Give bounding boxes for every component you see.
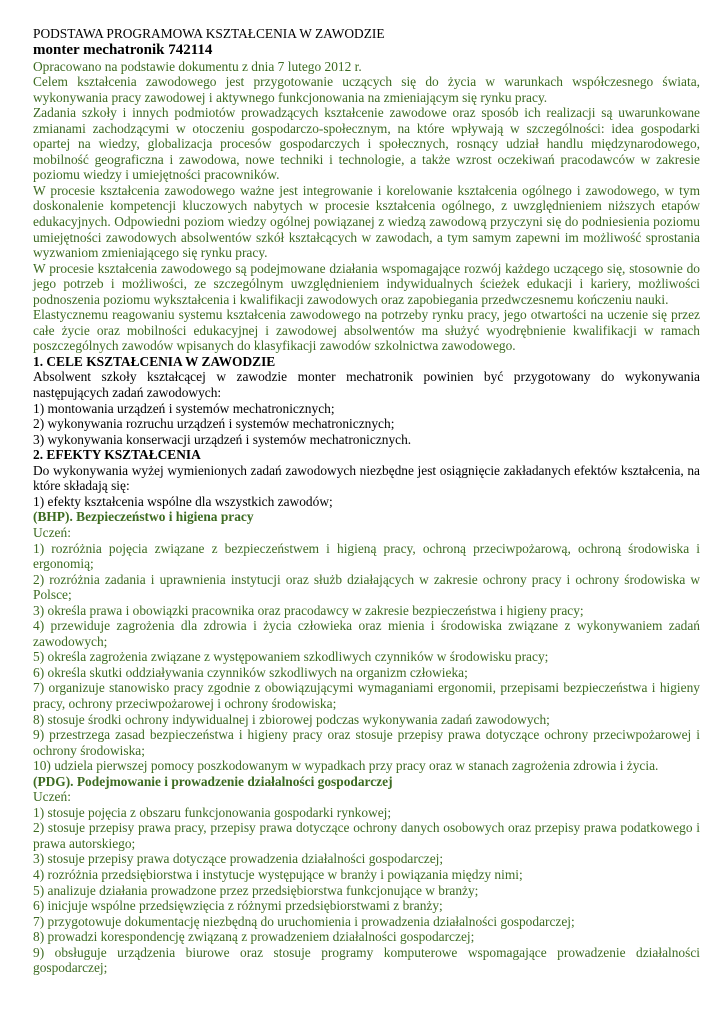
pdg-heading: (PDG). Podejmowanie i prowadzenie działalności gospodarczej bbox=[33, 773, 393, 789]
pdg-item: 3) stosuje przepisy prawa dotyczące prowadzenia działalności gospodarczej; bbox=[33, 851, 444, 867]
goals-item: 2) wykonywania rozruchu urządzeń i systemów mechatronicznych; bbox=[33, 416, 395, 432]
profession-name: monter mechatronik 742114 bbox=[33, 41, 213, 58]
bhp-item: 7) organizuje stanowisko pracy zgodnie z obowiązującymi wymaganiami ergonomii, przepisami bezpieczeństwa i higieny pracy, ochrony przeciwpożarowej i ochrony środowiska; bbox=[33, 680, 700, 711]
bhp-item: 6) określa skutki oddziaływania czynników szkodliwych na organizm człowieka; bbox=[33, 664, 468, 680]
pdg-item: 7) przygotowuje dokumentację niezbędną do uruchomienia i prowadzenia działalności gospodarczej; bbox=[33, 913, 575, 929]
section-heading-outcomes: 2. EFEKTY KSZTAŁCENIA bbox=[33, 447, 201, 463]
bhp-item: 2) rozróżnia zadania i uprawnienia instytucji oraz służb działających w zakresie ochrony pracy i ochrony środowiska w Polsce; bbox=[33, 571, 700, 603]
bhp-item: 1) rozróżnia pojęcia związane z bezpieczeństwem i higieną pracy, ochroną przeciwpożarową, ochroną środowiska i ergonomią; bbox=[33, 540, 700, 572]
outcomes-sub-item: 1) efekty kształcenia wspólne dla wszystkich zawodów; bbox=[33, 493, 333, 509]
bhp-item: 4) przewiduje zagrożenia dla zdrowia i życia człowieka oraz mienia i środowiska związane z wykonywaniem zadań zawodowych; bbox=[33, 618, 700, 649]
goals-item: 1) montowania urządzeń i systemów mechatronicznych; bbox=[33, 400, 335, 416]
document-basis: Opracowano na podstawie dokumentu z dnia 7 lutego 2012 r. bbox=[33, 58, 362, 74]
intro-paragraph: W procesie kształcenia zawodowego są podejmowane działania wspomagające rozwój każdego uczącego się, stosownie do jego potrzeb i możliwości, ze szczególnym uwzględnieniem indywidualnych ścieżek edukacji i kariery, możliwości podnoszenia poziomu wykształcenia i kwalifikacji zawodowych oraz zapobiegania przedwczesnemu kończeniu nauki. bbox=[33, 260, 700, 307]
bhp-item: 3) określa prawa i obowiązki pracownika oraz pracodawcy w zakresie bezpieczeństwa i higieny pracy; bbox=[33, 602, 584, 618]
bhp-heading: (BHP). Bezpieczeństwo i higiena pracy bbox=[33, 509, 254, 525]
pdg-lead: Uczeń: bbox=[33, 789, 71, 805]
pdg-item: 6) inicjuje wspólne przedsięwzięcia z różnymi przedsiębiorstwami z branży; bbox=[33, 898, 443, 914]
bhp-item: 10) udziela pierwszej pomocy poszkodowanym w wypadkach przy pracy oraz w stanach zagrożenia zdrowia i życia. bbox=[33, 758, 659, 774]
intro-paragraph: Elastycznemu reagowaniu systemu kształcenia zawodowego na potrzeby rynku pracy, jego otwartości na uczenie się przez całe życie oraz mobilności edukacyjnej i zawodowej absolwentów ma służyć wyodrębnienie kwalifikacji w ramach poszczególnych zawodów wpisanych do klasyfikacji zawodów szkolnictwa zawodowego. bbox=[33, 307, 700, 354]
pdg-item: 9) obsługuje urządzenia biurowe oraz stosuje programy komputerowe wspomagające prowadzenie działalności gospodarczej; bbox=[33, 944, 700, 976]
pdg-item: 2) stosuje przepisy prawa pracy, przepisy prawa dotyczące ochrony danych osobowych oraz przepisy prawa podatkowego i prawa autorskiego; bbox=[33, 820, 700, 851]
goals-intro: Absolwent szkoły kształcącej w zawodzie monter mechatronik powinien być przygotowany do wykonywania następujących zadań zawodowych: bbox=[33, 369, 700, 401]
document-title: PODSTAWA PROGRAMOWA KSZTAŁCENIA W ZAWODZIE bbox=[33, 26, 385, 41]
pdg-item: 5) analizuje działania prowadzone przez przedsiębiorstwa funkcjonujące w branży; bbox=[33, 882, 479, 898]
outcomes-intro: Do wykonywania wyżej wymienionych zadań zawodowych niezbędne jest osiągnięcie zakładanych efektów kształcenia, na które składają się: bbox=[33, 462, 700, 494]
bhp-lead: Uczeń: bbox=[33, 524, 71, 540]
bhp-item: 5) określa zagrożenia związane z występowaniem szkodliwych czynników w środowisku pracy; bbox=[33, 649, 549, 665]
intro-paragraph: W procesie kształcenia zawodowego ważne jest integrowanie i korelowanie kształcenia ogólnego i zawodowego, w tym doskonalenie kompetencji kluczowych nabytych w procesie kształcenia ogólnego, z uwzględnieniem niższych etapów edukacyjnych. Odpowiedni poziom wiedzy ogólnej powiązanej z wiedzą zawodową przyczyni się do podniesienia poziomu umiejętności zawodowych absolwentów szkół kształcących w zawodach, a tym samym zapewni im możliwość sprostania wyzwaniom zmieniającego się rynku pracy. bbox=[33, 182, 700, 261]
bhp-item: 9) przestrzega zasad bezpieczeństwa i higieny pracy oraz stosuje przepisy prawa dotyczące ochrony przeciwpożarowej i ochrony środowiska; bbox=[33, 727, 700, 758]
intro-paragraph: Celem kształcenia zawodowego jest przygotowanie uczących się do życia w warunkach współczesnego świata, wykonywania pracy zawodowej i aktywnego funkcjonowania na zmieniającym się rynku pracy. bbox=[33, 74, 700, 105]
section-heading-goals: 1. CELE KSZTAŁCENIA W ZAWODZIE bbox=[33, 353, 276, 369]
goals-item: 3) wykonywania konserwacji urządzeń i systemów mechatronicznych. bbox=[33, 431, 412, 447]
bhp-item: 8) stosuje środki ochrony indywidualnej i zbiorowej podczas wykonywania zadań zawodowych; bbox=[33, 711, 550, 727]
pdg-item: 8) prowadzi korespondencję związaną z prowadzeniem działalności gospodarczej; bbox=[33, 929, 475, 945]
pdg-item: 1) stosuje pojęcia z obszaru funkcjonowania gospodarki rynkowej; bbox=[33, 804, 392, 820]
document-page bbox=[33, 26, 700, 976]
intro-paragraph: Zadania szkoły i innych podmiotów prowadzących kształcenie zawodowe oraz sposób ich realizacji są uwarunkowane zmianami zachodzącymi w otoczeniu gospodarczo-społecznym, na które wpływają w szczególności: idea gospodarki opartej na wiedzy, globalizacja procesów gospodarczych i społecznych, rosnący udział handlu międzynarodowego, mobilność geograficzna i zawodowa, nowe techniki i technologie, a także wzrost oczekiwań pracodawców w zakresie poziomu wiedzy i umiejętności pracowników. bbox=[33, 105, 700, 183]
pdg-item: 4) rozróżnia przedsiębiorstwa i instytucje występujące w branży i powiązania między nimi; bbox=[33, 866, 523, 882]
